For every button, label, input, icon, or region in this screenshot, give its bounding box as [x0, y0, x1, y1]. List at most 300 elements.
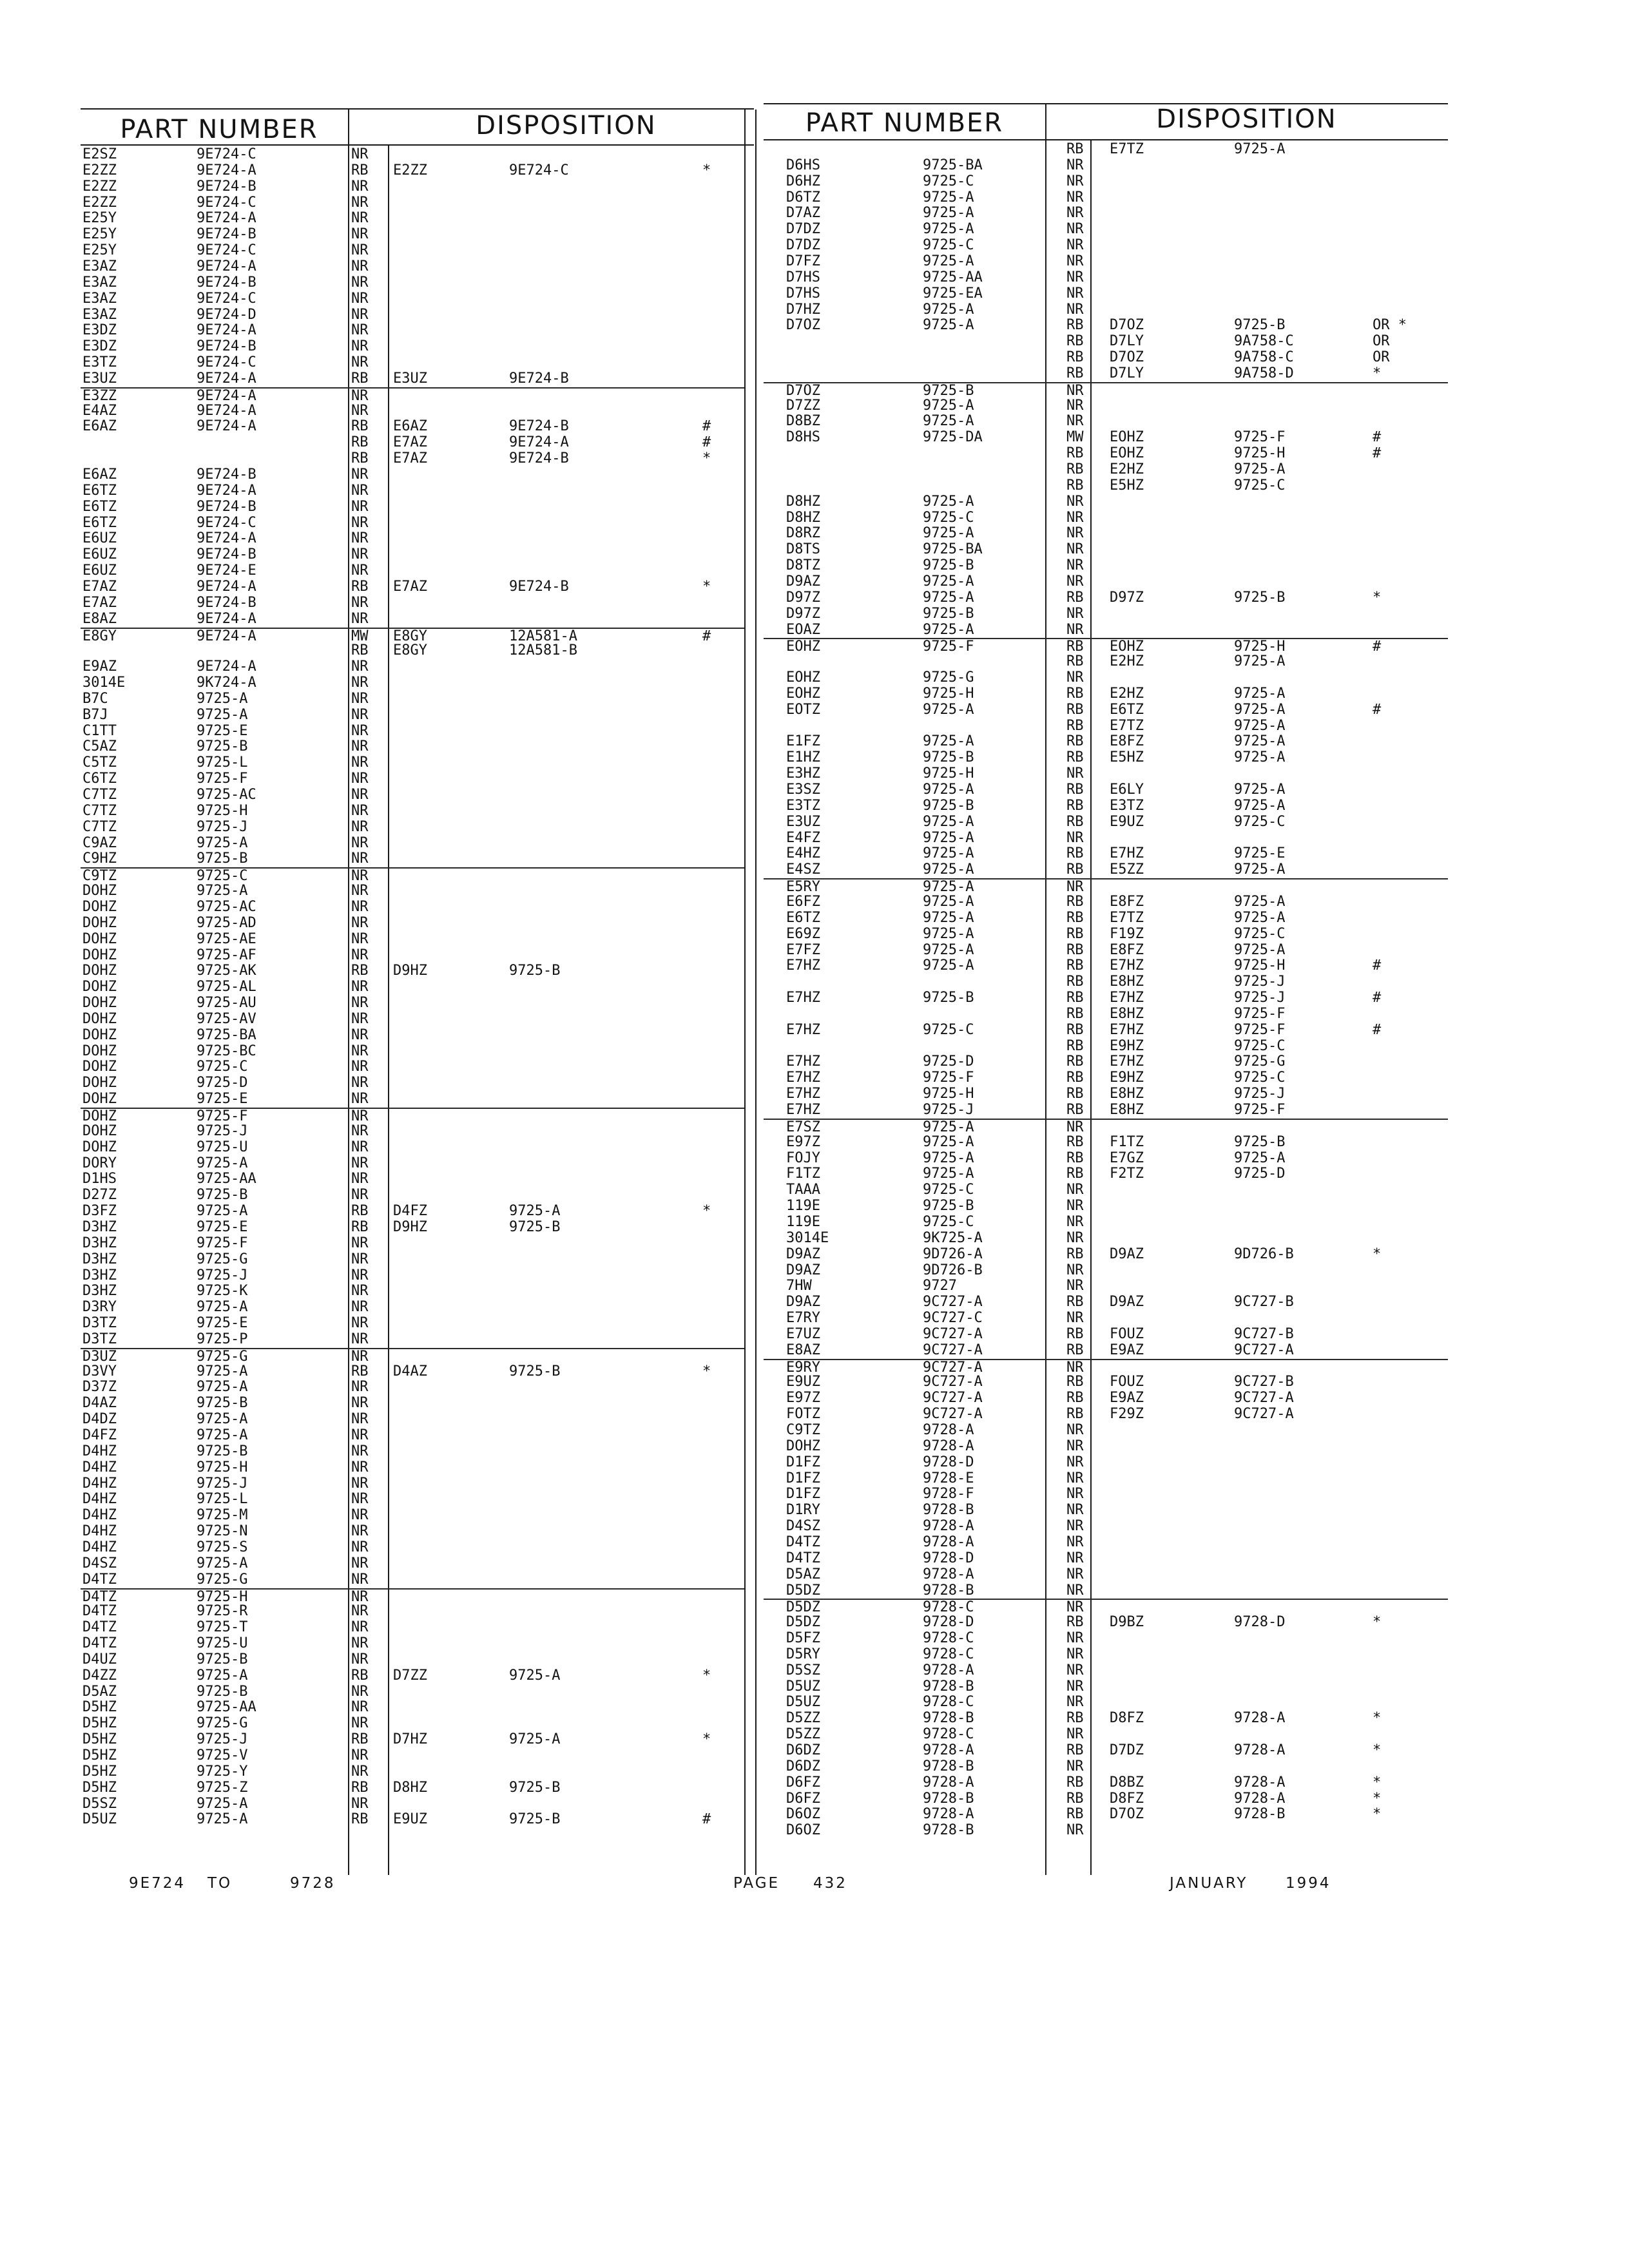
part-number: 9727 [923, 1278, 957, 1294]
part-row [81, 659, 744, 675]
base-part: D5AZ [786, 1566, 820, 1582]
base-part: E6AZ [82, 466, 117, 483]
base-part: D8TS [786, 541, 820, 558]
base-part: E7UZ [786, 1325, 820, 1342]
replacement-number: 9725-A [1234, 685, 1286, 702]
part-row [81, 836, 744, 851]
part-row [764, 622, 1448, 638]
part-row [81, 1140, 744, 1155]
part-number: 9E724-B [197, 178, 256, 195]
part-number: 9725-B [197, 1395, 248, 1412]
disposition-code: RB [351, 1779, 369, 1796]
part-row [81, 531, 744, 546]
part-number: 9E724-B [197, 546, 256, 563]
base-part: DOHZ [82, 1026, 117, 1043]
replacement-base: E5ZZ [1110, 861, 1144, 878]
part-row [81, 1620, 744, 1635]
part-row [764, 718, 1448, 734]
disposition-code: RB [351, 418, 369, 435]
part-row [764, 1823, 1448, 1838]
replacement-base: D9AZ [1110, 1245, 1144, 1262]
part-number: 9728-B [923, 1758, 974, 1774]
part-row [764, 318, 1448, 333]
base-part: TAAA [786, 1182, 820, 1198]
part-row [764, 494, 1448, 510]
part-row [764, 1311, 1448, 1326]
part-row [764, 558, 1448, 573]
part-row [81, 355, 744, 370]
replacement-number: 9728-A [1234, 1790, 1286, 1807]
replacement-base: D4FZ [393, 1203, 427, 1220]
part-row [764, 1535, 1448, 1550]
part-row [81, 1348, 744, 1365]
part-row [81, 387, 744, 404]
disposition-code: RB [1066, 909, 1084, 926]
part-number: 9725-T [197, 1619, 248, 1636]
part-row [764, 350, 1448, 365]
note-mark: * [702, 1731, 711, 1748]
replacement-number: 9725-A [1234, 909, 1286, 926]
part-number: 9725-M [197, 1507, 248, 1524]
part-number: 9E724-C [197, 514, 256, 531]
disposition-code: RB [1066, 1390, 1084, 1407]
disposition-code: NR [1066, 1470, 1084, 1486]
part-number: 9725-J [197, 1475, 248, 1492]
part-row [81, 1220, 744, 1235]
disposition-code: RB [1066, 813, 1084, 830]
base-part: D9AZ [786, 1262, 820, 1278]
base-part: FOJY [786, 1149, 820, 1166]
disposition-code: NR [1066, 1198, 1084, 1215]
disposition-code: MW [1066, 429, 1084, 446]
part-row [764, 958, 1448, 974]
replacement-number: 9725-J [1234, 990, 1286, 1006]
base-part: D5SZ [786, 1662, 820, 1678]
part-number: 9725-A [923, 189, 974, 206]
part-row [764, 478, 1448, 494]
part-row [81, 1028, 744, 1043]
base-part: D8HZ [786, 509, 820, 526]
base-part: E7HZ [786, 990, 820, 1006]
part-number: 9728-B [923, 1678, 974, 1695]
disposition-code: RB [1066, 445, 1084, 462]
part-number: 9725-E [197, 1315, 248, 1332]
base-part: EOHZ [786, 669, 820, 686]
part-number: 9725-A [923, 941, 974, 958]
disposition-code: NR [351, 1603, 369, 1620]
part-row [81, 1540, 744, 1555]
replacement-base: E7AZ [393, 450, 427, 467]
part-number: 9728-A [923, 1533, 974, 1550]
disposition-code: RB [351, 370, 369, 387]
base-part: E25Y [82, 210, 117, 227]
part-number: 9E724-A [197, 530, 256, 547]
base-part: E3DZ [82, 322, 117, 339]
part-row [81, 1636, 744, 1651]
part-row [81, 948, 744, 963]
disposition-code: NR [1066, 413, 1084, 430]
base-part: E9AZ [82, 658, 117, 675]
disposition-code: NR [351, 1267, 369, 1283]
base-part: E3TZ [82, 354, 117, 371]
note-mark: * [1373, 1806, 1382, 1823]
disposition-code: NR [351, 1251, 369, 1267]
replacement-number: 9725-B [509, 1811, 561, 1828]
part-number: 9E724-B [197, 226, 256, 243]
part-number: 9725-R [197, 1603, 248, 1620]
part-row [764, 1519, 1448, 1534]
replacement-number: 9725-A [1234, 717, 1286, 734]
part-row [81, 1492, 744, 1507]
base-part: E25Y [82, 242, 117, 259]
base-part: D9AZ [786, 1294, 820, 1311]
part-number: 9728-C [923, 1599, 974, 1616]
replacement-number: 9725-A [1234, 701, 1286, 718]
base-part: D5ZZ [786, 1710, 820, 1727]
replacement-number: 9725-B [509, 1363, 561, 1379]
part-row [81, 867, 744, 884]
part-number: 9725-B [923, 605, 974, 622]
part-row [764, 414, 1448, 429]
base-part: D5HZ [82, 1747, 117, 1763]
disposition-code: NR [1066, 1262, 1084, 1278]
part-row [81, 1732, 744, 1747]
disposition-code: NR [1066, 1278, 1084, 1294]
replacement-number: 9725-F [1234, 1005, 1286, 1022]
disposition-code: RB [1066, 925, 1084, 942]
disposition-code: NR [351, 722, 369, 739]
part-number: 9E724-C [197, 290, 256, 307]
disposition-code: NR [351, 1555, 369, 1571]
replacement-base: E3TZ [1110, 797, 1144, 814]
part-number: 9E724-A [197, 402, 256, 419]
base-part: E3TZ [786, 797, 820, 814]
base-part: C7TZ [82, 802, 117, 819]
disposition-code: RB [1066, 653, 1084, 670]
part-row [81, 979, 744, 995]
part-row [81, 1476, 744, 1492]
disposition-code: NR [351, 1699, 369, 1716]
part-row [81, 1588, 744, 1605]
disposition-code: RB [1066, 1053, 1084, 1070]
part-number: 9725-C [923, 237, 974, 254]
part-number: 9725-H [197, 1459, 248, 1475]
part-row [81, 755, 744, 771]
part-row [81, 275, 744, 291]
note-mark: * [1373, 1710, 1382, 1727]
replacement-number: 9725-A [509, 1731, 561, 1748]
replacement-number: 9728-B [1234, 1806, 1286, 1823]
part-row [81, 1412, 744, 1427]
disposition-code: RB [1066, 893, 1084, 910]
disposition-code: NR [351, 402, 369, 419]
part-row [81, 1668, 744, 1684]
replacement-base: E9AZ [1110, 1390, 1144, 1407]
replacement-number: 9725-H [1234, 639, 1286, 655]
part-number: 9725-C [923, 1213, 974, 1230]
base-part: E97Z [786, 1390, 820, 1407]
part-row [81, 1059, 744, 1075]
part-row [764, 462, 1448, 477]
disposition-code: NR [1066, 253, 1084, 269]
disposition-code: NR [351, 754, 369, 771]
part-number: 9725-F [923, 1070, 974, 1086]
replacement-number: 9725-F [1234, 1102, 1286, 1118]
disposition-code: NR [1066, 1182, 1084, 1198]
base-part: E3UZ [786, 813, 820, 830]
replacement-number: 9728-A [1234, 1710, 1286, 1727]
replacement-base: D7LY [1110, 333, 1144, 350]
disposition-code: RB [1066, 1325, 1084, 1342]
part-number: 9725-A [923, 413, 974, 430]
part-number: 9728-C [923, 1694, 974, 1711]
base-part: EOTZ [786, 701, 820, 718]
part-row [764, 974, 1448, 990]
replacement-base: E8HZ [1110, 1005, 1144, 1022]
disposition-code: NR [351, 1187, 369, 1204]
part-number: 9725-A [197, 1427, 248, 1443]
part-row [81, 1171, 744, 1187]
part-number: 9725-BA [197, 1026, 256, 1043]
base-part: 3014E [786, 1229, 829, 1246]
disposition-code: RB [351, 1363, 369, 1379]
note-mark: * [1373, 1245, 1382, 1262]
base-part: B7C [82, 690, 108, 707]
part-number: 9725-A [197, 1379, 248, 1396]
part-number: 9E724-C [197, 146, 256, 162]
base-part: C9TZ [786, 1422, 820, 1438]
base-part: E4AZ [82, 402, 117, 419]
base-part: D4HZ [82, 1475, 117, 1492]
part-number: 9725-A [197, 1667, 248, 1684]
part-row [764, 1583, 1448, 1599]
part-row [81, 675, 744, 691]
base-part: D27Z [82, 1187, 117, 1204]
disposition-code: NR [351, 1507, 369, 1524]
disposition-code: NR [351, 1588, 369, 1605]
part-number: 9725-AV [197, 1010, 256, 1027]
part-row [81, 932, 744, 947]
disposition-code: NR [351, 1411, 369, 1428]
part-number: 9725-AF [197, 947, 256, 963]
replacement-number: 9725-A [509, 1203, 561, 1220]
left-disposition-header: DISPOSITION [476, 111, 657, 140]
disposition-code: RB [1066, 1005, 1084, 1022]
replacement-number: 9725-B [509, 963, 561, 979]
replacement-number: 9725-H [1234, 957, 1286, 974]
replacement-number: 9725-D [1234, 1166, 1286, 1182]
part-row [764, 686, 1448, 702]
replacement-number: 9725-A [1234, 941, 1286, 958]
part-number: 9725-G [197, 1715, 248, 1732]
base-part: D6HZ [786, 173, 820, 189]
part-number: 9725-A [197, 834, 248, 851]
part-row [81, 1460, 744, 1475]
part-number: 9725-A [923, 221, 974, 238]
part-row [764, 1679, 1448, 1695]
part-number: 9725-H [197, 802, 248, 819]
base-part: E6TZ [82, 498, 117, 515]
disposition-code: NR [1066, 557, 1084, 574]
part-number: 9E724-A [197, 418, 256, 435]
replacement-number: 9725-B [1234, 589, 1286, 606]
part-row [81, 803, 744, 819]
part-number: 9725-D [197, 1075, 248, 1091]
replacement-base: D8HZ [393, 1779, 427, 1796]
part-row [764, 1247, 1448, 1262]
note-mark: # [1373, 990, 1382, 1006]
part-row [764, 1294, 1448, 1310]
replacement-number: 12A581-B [509, 642, 577, 659]
part-row [764, 910, 1448, 926]
base-part: D3HZ [82, 1218, 117, 1235]
base-part: 7HW [786, 1278, 812, 1294]
replacement-base: E3UZ [393, 370, 427, 387]
disposition-code: RB [1066, 941, 1084, 958]
part-number: 9725-AA [197, 1699, 256, 1716]
part-number: 9725-U [197, 1635, 248, 1652]
part-number: 9728-B [923, 1502, 974, 1519]
base-part: D3TZ [82, 1315, 117, 1332]
disposition-code: RB [1066, 1614, 1084, 1631]
base-part: E6TZ [786, 909, 820, 926]
part-row [764, 1359, 1448, 1376]
part-row [764, 702, 1448, 718]
base-part: D4FZ [82, 1427, 117, 1443]
part-row [81, 1508, 744, 1523]
part-number: 9728-A [923, 1422, 974, 1438]
replacement-base: EOHZ [1110, 429, 1144, 446]
disposition-code: NR [351, 979, 369, 995]
base-part: B7J [82, 706, 108, 723]
disposition-code: NR [1066, 397, 1084, 414]
replacement-base: E8GY [393, 642, 427, 659]
base-part: D6HS [786, 157, 820, 173]
base-part: DOHZ [82, 1075, 117, 1091]
disposition-code: NR [351, 1427, 369, 1443]
disposition-code: NR [351, 1523, 369, 1540]
note-mark: # [702, 1811, 711, 1828]
part-number: 9725-A [923, 733, 974, 750]
part-number: 9725-A [197, 1363, 248, 1379]
part-number: 9725-AD [197, 914, 256, 931]
replacement-number: 9A758-C [1234, 349, 1294, 366]
part-number: 9725-Y [197, 1763, 248, 1780]
part-number: 9E724-E [197, 562, 256, 579]
replacement-base: E8HZ [1110, 1102, 1144, 1118]
replacement-base: E9UZ [1110, 813, 1144, 830]
part-row [764, 158, 1448, 173]
part-number: 9725-A [197, 883, 248, 899]
base-part: D5AZ [82, 1683, 117, 1700]
part-row [764, 1039, 1448, 1054]
replacement-number: 9725-C [1234, 477, 1286, 494]
part-row [764, 1215, 1448, 1230]
base-part: D4HZ [82, 1539, 117, 1555]
disposition-code: RB [1066, 1806, 1084, 1823]
part-row [81, 851, 744, 867]
disposition-code: NR [351, 818, 369, 835]
part-row [81, 1652, 744, 1667]
disposition-code: NR [351, 1379, 369, 1396]
part-row [81, 419, 744, 434]
part-row [81, 1556, 744, 1571]
part-number: 9E724-C [197, 354, 256, 371]
part-number: 9725-N [197, 1523, 248, 1540]
right-disposition-header: DISPOSITION [1156, 104, 1337, 134]
base-part: EOAZ [786, 621, 820, 638]
base-part: D5ZZ [786, 1726, 820, 1743]
part-row [81, 1748, 744, 1763]
part-number: 9E724-A [197, 387, 256, 404]
part-number: 9C727-C [923, 1310, 983, 1327]
part-row [81, 291, 744, 307]
part-number: 9725-A [923, 879, 974, 896]
part-number: 9728-B [923, 1790, 974, 1807]
base-part: D5DZ [786, 1614, 820, 1631]
part-number: 9725-A [923, 1166, 974, 1182]
disposition-code: NR [1066, 221, 1084, 238]
disposition-code: RB [1066, 1742, 1084, 1758]
part-number: 9E724-C [197, 194, 256, 211]
replacement-base: D97Z [1110, 589, 1144, 606]
disposition-code: NR [351, 1795, 369, 1812]
part-row [764, 334, 1448, 349]
part-number: 9725-AA [197, 1171, 256, 1187]
base-part: D8TZ [786, 557, 820, 574]
part-row [81, 739, 744, 754]
disposition-code: RB [1066, 1070, 1084, 1086]
base-part: D7AZ [786, 205, 820, 222]
disposition-code: NR [351, 995, 369, 1012]
part-number: 9E724-B [197, 594, 256, 611]
base-part: C7TZ [82, 818, 117, 835]
part-row [81, 1252, 744, 1267]
disposition-code: NR [351, 482, 369, 499]
part-row [81, 227, 744, 242]
note-mark: * [1373, 1614, 1382, 1631]
part-number: 9725-AL [197, 979, 256, 995]
part-row [81, 403, 744, 419]
disposition-code: NR [351, 1026, 369, 1043]
part-row [81, 515, 744, 531]
base-part: D8BZ [786, 413, 820, 430]
replacement-number: 9C727-B [1234, 1374, 1294, 1390]
part-number: 9725-A [923, 861, 974, 878]
disposition-code: NR [1066, 237, 1084, 254]
disposition-code: NR [351, 546, 369, 563]
base-part: E4HZ [786, 845, 820, 862]
replacement-number: 9725-J [1234, 974, 1286, 990]
replacement-number: 9C727-B [1234, 1294, 1294, 1311]
part-row [81, 883, 744, 899]
base-part: D4TZ [786, 1550, 820, 1566]
disposition-code: NR [1066, 1726, 1084, 1743]
part-number: 9725-A [197, 1411, 248, 1428]
part-number: 9E724-C [197, 242, 256, 259]
disposition-code: NR [1066, 1599, 1084, 1616]
part-number: 9725-A [923, 925, 974, 942]
part-number: 9725-F [197, 771, 248, 787]
part-number: 9725-C [923, 1182, 974, 1198]
part-number: 9725-A [923, 301, 974, 318]
disposition-code: NR [1066, 382, 1084, 399]
part-row [81, 1091, 744, 1107]
replacement-base: D7OZ [1110, 317, 1144, 334]
disposition-code: RB [351, 642, 369, 659]
part-row [81, 483, 744, 499]
note-mark: # [1373, 957, 1382, 974]
